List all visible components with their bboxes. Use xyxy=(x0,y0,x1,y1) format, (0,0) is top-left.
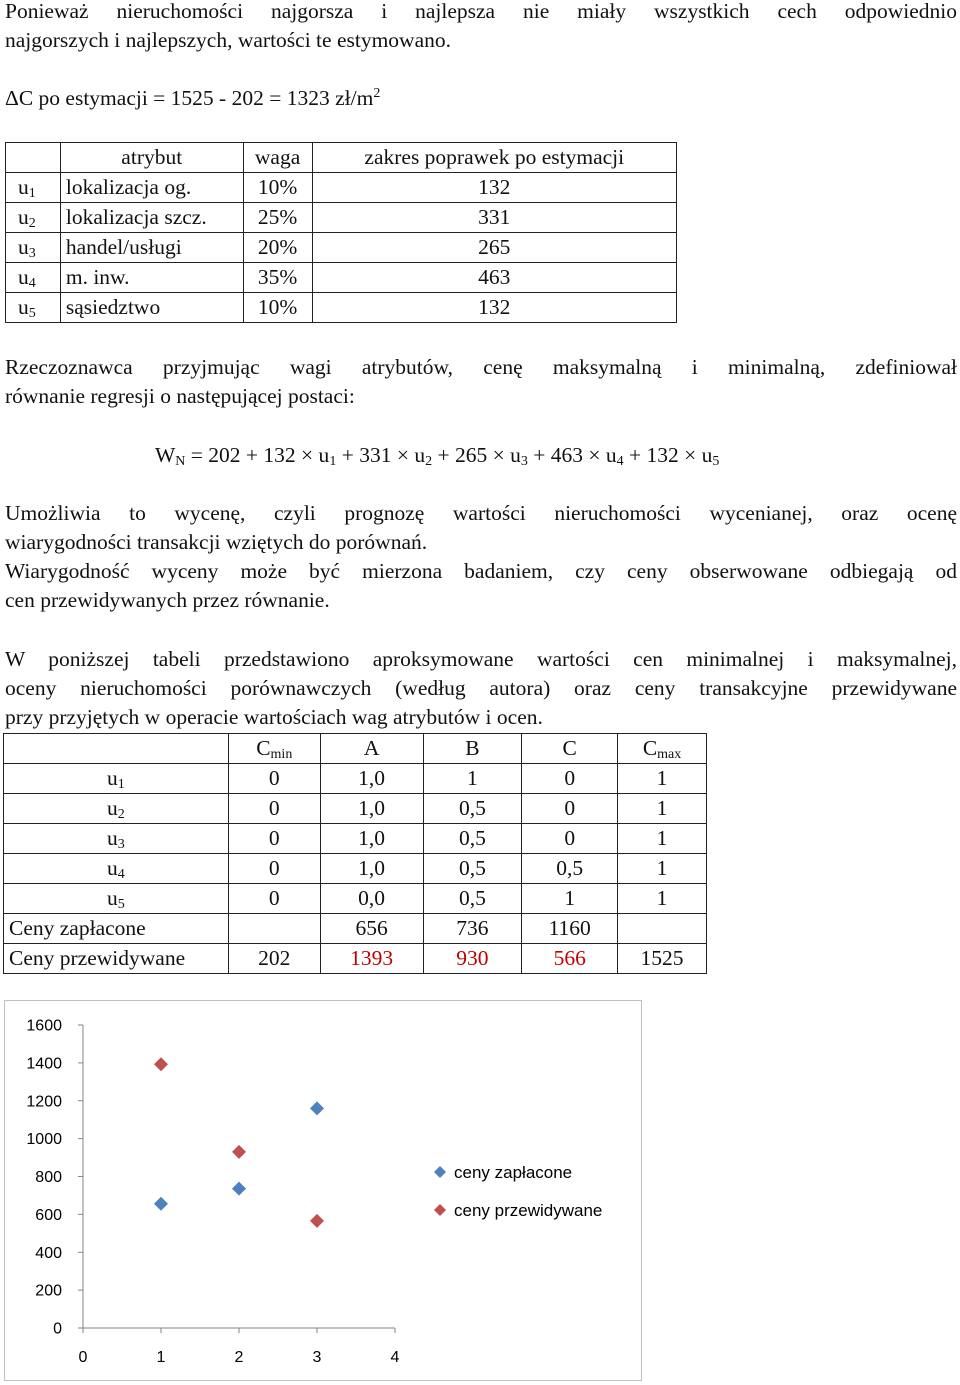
prices-table xyxy=(3,733,707,974)
cell: 0 xyxy=(522,794,618,824)
cell: 0,5 xyxy=(423,854,522,884)
chart-frame xyxy=(5,1001,642,1381)
legend-label: ceny przewidywane xyxy=(454,1201,603,1220)
para4-line-3: przy przyjętych w operacie wartościach wag atrybutów i ocen. xyxy=(5,705,543,729)
cell xyxy=(228,914,320,944)
row-attribute: lokalizacja szcz. xyxy=(60,203,243,233)
row-weight: 10% xyxy=(243,173,312,203)
cell: 0,0 xyxy=(320,884,423,914)
y-tick-label: 400 xyxy=(35,1244,62,1262)
row-var: $u_4$ xyxy=(6,263,61,293)
cell: 1 xyxy=(618,764,707,794)
cell: 0 xyxy=(228,884,320,914)
cell-highlight: 1393 xyxy=(320,944,423,974)
cell: 656 xyxy=(320,914,423,944)
para3-line-2: wiarygodności transakcji wziętych do porównań. xyxy=(5,530,428,554)
row-weight: 35% xyxy=(243,263,312,293)
row-var: $u_2$ xyxy=(4,794,229,824)
row-attribute: handel/usługi xyxy=(60,233,243,263)
table-row xyxy=(6,173,677,203)
header-range: zakres poprawek po estymacji xyxy=(312,143,676,173)
y-tick-label: 1000 xyxy=(26,1131,62,1149)
y-tick-label: 1400 xyxy=(26,1055,62,1073)
header-weight: waga xyxy=(243,143,312,173)
cell: 0,5 xyxy=(423,794,522,824)
x-tick-label: 2 xyxy=(234,1349,244,1366)
table-row xyxy=(4,884,707,914)
cell: 1 xyxy=(618,854,707,884)
row-var: $u_5$ xyxy=(4,884,229,914)
y-tick-label: 0 xyxy=(53,1320,62,1338)
cell: 736 xyxy=(423,914,522,944)
paid-label: Ceny zapłacone xyxy=(4,914,229,944)
cell: 0 xyxy=(228,824,320,854)
cell: 1,0 xyxy=(320,794,423,824)
row-var: $u_3$ xyxy=(4,824,229,854)
cell: 1 xyxy=(618,884,707,914)
cell: 1 xyxy=(522,884,618,914)
row-range: 463 xyxy=(312,263,676,293)
row-weight: 10% xyxy=(243,293,312,323)
table-row xyxy=(4,824,707,854)
regression-formula: $W_N = 202 + 132 \times u_1 + 331 \times u_2 + 265 \times u_3 + 463 \times u_4 + 132 \times u_5$ xyxy=(155,443,720,469)
para3-line-3: Wiarygodność wyceny może być mierzona badaniem, czy ceny obserwowane odbiegają od xyxy=(5,559,957,583)
row-attribute: m. inw. xyxy=(60,263,243,293)
cell: 0,5 xyxy=(423,824,522,854)
cell: 0,5 xyxy=(423,884,522,914)
cell-highlight: 566 xyxy=(522,944,618,974)
header-attribute: atrybut xyxy=(60,143,243,173)
header-cmax: $C_{max}$ xyxy=(618,734,707,764)
cell: 1,0 xyxy=(320,824,423,854)
table-row xyxy=(6,203,677,233)
cell-highlight: 930 xyxy=(423,944,522,974)
table-row xyxy=(6,263,677,293)
table-row-predicted xyxy=(4,944,707,974)
row-var: $u_2$ xyxy=(6,203,61,233)
para2-line-2: równanie regresji o następującej postaci: xyxy=(5,384,355,408)
cell: 0 xyxy=(522,764,618,794)
para4-line-1: W poniższej tabeli przedstawiono aproksymowane wartości cen minimalnej i maksymalnej, xyxy=(5,647,957,671)
cell: 1 xyxy=(618,794,707,824)
x-tick-label: 4 xyxy=(390,1349,400,1366)
row-var: $u_3$ xyxy=(6,233,61,263)
table-row xyxy=(6,233,677,263)
para2-line-1: Rzeczoznawca przyjmując wagi atrybutów, cenę maksymalną i minimalną, zdefiniował xyxy=(5,355,957,379)
para3-line-4: cen przewidywanych przez równanie. xyxy=(5,588,330,612)
table-row xyxy=(6,293,677,323)
row-var: $u_4$ xyxy=(4,854,229,884)
weights-table xyxy=(5,142,677,323)
table-header-row xyxy=(6,143,677,173)
y-tick-label: 800 xyxy=(35,1169,62,1186)
y-tick-label: 600 xyxy=(35,1206,62,1224)
row-weight: 25% xyxy=(243,203,312,233)
row-range: 132 xyxy=(312,173,676,203)
row-range: 265 xyxy=(312,233,676,263)
cell: 0,5 xyxy=(522,854,618,884)
cell: 0 xyxy=(228,794,320,824)
row-range: 331 xyxy=(312,203,676,233)
header-cmin: $C_{min}$ xyxy=(228,734,320,764)
table-row xyxy=(4,854,707,884)
row-attribute: lokalizacja og. xyxy=(60,173,243,203)
para3-line-1: Umożliwia to wycenę, czyli prognozę wartości nieruchomości wycenianej, oraz ocenę xyxy=(5,501,957,525)
cell: 1 xyxy=(423,764,522,794)
cell: 202 xyxy=(228,944,320,974)
y-tick-label: 1200 xyxy=(26,1093,62,1111)
row-var: $u_5$ xyxy=(6,293,61,323)
cell: 1525 xyxy=(618,944,707,974)
legend-label: ceny zapłacone xyxy=(454,1163,573,1182)
cell: 0 xyxy=(522,824,618,854)
cell: 0 xyxy=(228,764,320,794)
header-a: A xyxy=(320,734,423,764)
header-c: C xyxy=(522,734,618,764)
intro-line-2: najgorszych i najlepszych, wartości te estymowano. xyxy=(5,28,451,52)
row-attribute: sąsiedztwo xyxy=(60,293,243,323)
cell: 1,0 xyxy=(320,854,423,884)
table-row xyxy=(4,794,707,824)
row-range: 132 xyxy=(312,293,676,323)
predicted-label: Ceny przewidywane xyxy=(4,944,229,974)
intro-line-1: Ponieważ nieruchomości najgorsza i najlepsza nie miały wszystkich cech odpowiednio xyxy=(5,0,957,23)
header-empty xyxy=(6,143,61,173)
delta-text: ΔC po estymacji = 1525 - 202 = 1323 zł/m xyxy=(5,86,374,110)
delta-formula xyxy=(5,84,957,113)
delta-sup: 2 xyxy=(373,86,381,101)
table-row-paid xyxy=(4,914,707,944)
cell: 1 xyxy=(618,824,707,854)
table-row xyxy=(4,764,707,794)
y-tick-label: 200 xyxy=(35,1282,62,1300)
x-tick-label: 3 xyxy=(312,1349,322,1366)
cell xyxy=(618,914,707,944)
row-var: $u_1$ xyxy=(4,764,229,794)
x-tick-label: 0 xyxy=(78,1349,88,1366)
cell: 1,0 xyxy=(320,764,423,794)
cell: 1160 xyxy=(522,914,618,944)
y-tick-label: 1600 xyxy=(26,1017,62,1035)
header-b: B xyxy=(423,734,522,764)
x-tick-label: 1 xyxy=(156,1349,166,1366)
para4-line-2: oceny nieruchomości porównawczych (według autora) oraz ceny transakcyjne przewidywane xyxy=(5,676,957,700)
row-weight: 20% xyxy=(243,233,312,263)
cell: 0 xyxy=(228,854,320,884)
row-var: $u_1$ xyxy=(6,173,61,203)
header-empty xyxy=(4,734,229,764)
table-header-row xyxy=(4,734,707,764)
price-scatter-chart xyxy=(4,1000,642,1381)
